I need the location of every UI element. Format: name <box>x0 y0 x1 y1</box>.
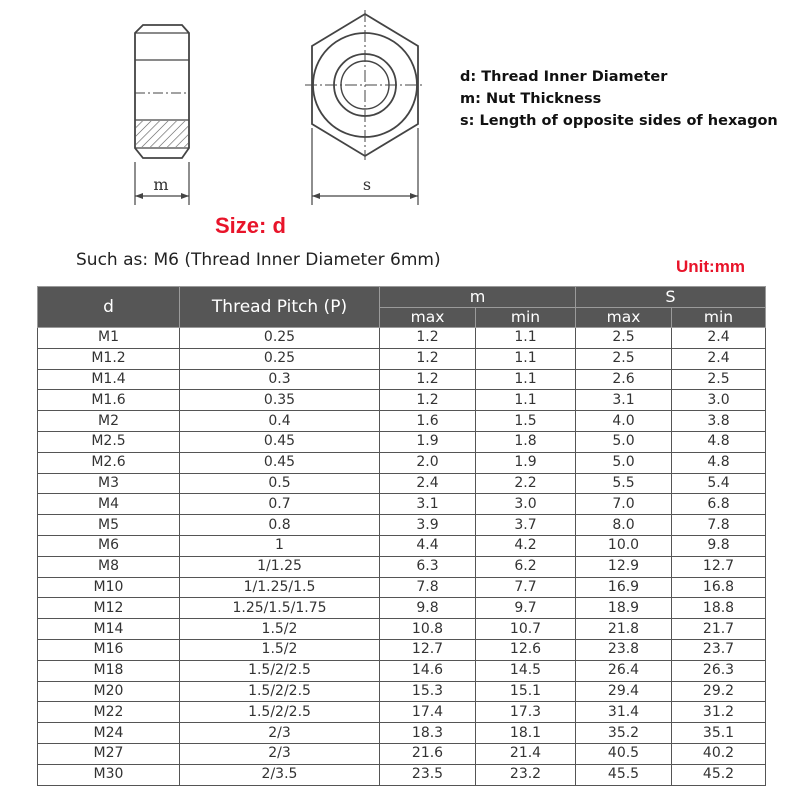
cell-m-max: 12.7 <box>380 639 476 660</box>
cell-m-min: 3.0 <box>476 494 576 515</box>
cell-s-max: 18.9 <box>576 598 672 619</box>
cell-m-max: 18.3 <box>380 723 476 744</box>
cell-m-max: 1.2 <box>380 328 476 349</box>
table-row <box>38 431 766 452</box>
cell-pitch: 2/3.5 <box>180 764 380 785</box>
cell-m-min: 1.1 <box>476 390 576 411</box>
cell-d: M1.2 <box>38 348 180 369</box>
cell-m-min: 4.2 <box>476 535 576 556</box>
cell-s-max: 5.5 <box>576 473 672 494</box>
side-view-label: m <box>153 175 169 194</box>
cell-s-min: 45.2 <box>672 764 766 785</box>
cell-d: M27 <box>38 743 180 764</box>
cell-m-min: 17.3 <box>476 702 576 723</box>
cell-m-max: 9.8 <box>380 598 476 619</box>
cell-pitch: 2/3 <box>180 723 380 744</box>
cell-s-max: 5.0 <box>576 431 672 452</box>
header-m: m <box>380 287 576 308</box>
cell-s-max: 40.5 <box>576 743 672 764</box>
table-row <box>38 390 766 411</box>
cell-s-max: 7.0 <box>576 494 672 515</box>
table-body <box>38 328 766 786</box>
cell-m-max: 10.8 <box>380 619 476 640</box>
cell-d: M2.6 <box>38 452 180 473</box>
cell-m-max: 15.3 <box>380 681 476 702</box>
cell-d: M2.5 <box>38 431 180 452</box>
cell-pitch: 0.4 <box>180 411 380 432</box>
cell-m-max: 23.5 <box>380 764 476 785</box>
cell-pitch: 0.5 <box>180 473 380 494</box>
cell-d: M1 <box>38 328 180 349</box>
cell-pitch: 1/1.25/1.5 <box>180 577 380 598</box>
cell-s-min: 40.2 <box>672 743 766 764</box>
table-row <box>38 639 766 660</box>
cell-s-max: 21.8 <box>576 619 672 640</box>
cell-m-min: 1.1 <box>476 348 576 369</box>
cell-pitch: 1.5/2/2.5 <box>180 702 380 723</box>
cell-s-max: 16.9 <box>576 577 672 598</box>
cell-s-max: 5.0 <box>576 452 672 473</box>
header-s-max: max <box>576 308 672 328</box>
cell-m-min: 23.2 <box>476 764 576 785</box>
table-row <box>38 494 766 515</box>
cell-d: M3 <box>38 473 180 494</box>
cell-pitch: 0.25 <box>180 348 380 369</box>
cell-m-min: 21.4 <box>476 743 576 764</box>
table-row <box>38 764 766 785</box>
cell-s-max: 45.5 <box>576 764 672 785</box>
cell-m-min: 9.7 <box>476 598 576 619</box>
cell-d: M14 <box>38 619 180 640</box>
cell-m-min: 14.5 <box>476 660 576 681</box>
cell-m-min: 3.7 <box>476 515 576 536</box>
cell-m-max: 1.6 <box>380 411 476 432</box>
cell-s-max: 12.9 <box>576 556 672 577</box>
header-m-max: max <box>380 308 476 328</box>
cell-pitch: 1.5/2/2.5 <box>180 681 380 702</box>
cell-m-min: 1.8 <box>476 431 576 452</box>
cell-d: M18 <box>38 660 180 681</box>
cell-s-max: 10.0 <box>576 535 672 556</box>
header-s: S <box>576 287 766 308</box>
table-row <box>38 556 766 577</box>
cell-d: M5 <box>38 515 180 536</box>
dimension-legend <box>460 66 778 132</box>
cell-d: M24 <box>38 723 180 744</box>
cell-d: M2 <box>38 411 180 432</box>
cell-pitch: 2/3 <box>180 743 380 764</box>
cell-pitch: 1.5/2 <box>180 619 380 640</box>
cell-s-max: 35.2 <box>576 723 672 744</box>
cell-m-max: 2.4 <box>380 473 476 494</box>
cell-s-min: 4.8 <box>672 431 766 452</box>
cell-d: M8 <box>38 556 180 577</box>
cell-s-min: 23.7 <box>672 639 766 660</box>
cell-s-max: 8.0 <box>576 515 672 536</box>
cell-s-min: 4.8 <box>672 452 766 473</box>
cell-d: M20 <box>38 681 180 702</box>
header-thread-pitch: Thread Pitch (P) <box>180 287 380 328</box>
unit-label: Unit:mm <box>676 257 745 276</box>
cell-m-max: 3.1 <box>380 494 476 515</box>
cell-s-max: 2.5 <box>576 328 672 349</box>
cell-s-min: 2.4 <box>672 328 766 349</box>
cell-s-min: 5.4 <box>672 473 766 494</box>
cell-s-max: 2.5 <box>576 348 672 369</box>
cell-m-max: 3.9 <box>380 515 476 536</box>
table-row <box>38 619 766 640</box>
table-row <box>38 702 766 723</box>
cell-s-max: 3.1 <box>576 390 672 411</box>
header-m-min: min <box>476 308 576 328</box>
cell-d: M10 <box>38 577 180 598</box>
cell-s-min: 35.1 <box>672 723 766 744</box>
cell-d: M22 <box>38 702 180 723</box>
cell-s-min: 3.0 <box>672 390 766 411</box>
cell-pitch: 0.45 <box>180 452 380 473</box>
cell-m-min: 15.1 <box>476 681 576 702</box>
cell-s-max: 4.0 <box>576 411 672 432</box>
cell-pitch: 0.7 <box>180 494 380 515</box>
header-s-min: min <box>672 308 766 328</box>
cell-s-min: 31.2 <box>672 702 766 723</box>
cell-s-min: 6.8 <box>672 494 766 515</box>
table-row <box>38 452 766 473</box>
table-row <box>38 743 766 764</box>
cell-s-min: 9.8 <box>672 535 766 556</box>
cell-d: M30 <box>38 764 180 785</box>
table-row <box>38 598 766 619</box>
table-row <box>38 515 766 536</box>
cell-d: M4 <box>38 494 180 515</box>
cell-s-min: 2.5 <box>672 369 766 390</box>
cell-pitch: 1.5/2/2.5 <box>180 660 380 681</box>
cell-pitch: 0.45 <box>180 431 380 452</box>
cell-pitch: 1.5/2 <box>180 639 380 660</box>
cell-s-min: 26.3 <box>672 660 766 681</box>
cell-m-min: 7.7 <box>476 577 576 598</box>
cell-m-max: 21.6 <box>380 743 476 764</box>
cell-m-min: 2.2 <box>476 473 576 494</box>
table-row <box>38 535 766 556</box>
cell-m-max: 4.4 <box>380 535 476 556</box>
cell-d: M16 <box>38 639 180 660</box>
cell-d: M12 <box>38 598 180 619</box>
cell-m-max: 1.2 <box>380 369 476 390</box>
cell-m-max: 1.9 <box>380 431 476 452</box>
cell-s-max: 31.4 <box>576 702 672 723</box>
cell-pitch: 1.25/1.5/1.75 <box>180 598 380 619</box>
table-row <box>38 328 766 349</box>
cell-pitch: 0.8 <box>180 515 380 536</box>
cell-m-max: 6.3 <box>380 556 476 577</box>
cell-s-max: 26.4 <box>576 660 672 681</box>
cell-m-max: 17.4 <box>380 702 476 723</box>
cell-s-min: 18.8 <box>672 598 766 619</box>
cell-m-max: 1.2 <box>380 348 476 369</box>
cell-m-min: 1.5 <box>476 411 576 432</box>
cell-m-min: 1.1 <box>476 369 576 390</box>
cell-m-max: 2.0 <box>380 452 476 473</box>
cell-s-min: 2.4 <box>672 348 766 369</box>
table-row <box>38 348 766 369</box>
cell-s-min: 3.8 <box>672 411 766 432</box>
cell-pitch: 0.3 <box>180 369 380 390</box>
table-row <box>38 473 766 494</box>
cell-s-min: 21.7 <box>672 619 766 640</box>
table-row <box>38 660 766 681</box>
cell-m-max: 7.8 <box>380 577 476 598</box>
cell-m-max: 14.6 <box>380 660 476 681</box>
cell-s-min: 16.8 <box>672 577 766 598</box>
cell-pitch: 0.25 <box>180 328 380 349</box>
cell-pitch: 0.35 <box>180 390 380 411</box>
legend-m: m: Nut Thickness <box>460 91 602 107</box>
cell-s-max: 23.8 <box>576 639 672 660</box>
nut-size-table <box>37 286 766 786</box>
size-title: Size: d <box>215 213 286 238</box>
legend-s: s: Length of opposite sides of hexagon <box>460 113 778 129</box>
cell-s-max: 29.4 <box>576 681 672 702</box>
cell-m-min: 10.7 <box>476 619 576 640</box>
table-row <box>38 723 766 744</box>
header-d: d <box>38 287 180 328</box>
table-row <box>38 369 766 390</box>
legend-d: d: Thread Inner Diameter <box>460 69 668 85</box>
cell-m-min: 6.2 <box>476 556 576 577</box>
cell-s-max: 2.6 <box>576 369 672 390</box>
cell-s-min: 12.7 <box>672 556 766 577</box>
cell-m-min: 18.1 <box>476 723 576 744</box>
cell-s-min: 29.2 <box>672 681 766 702</box>
cell-m-max: 1.2 <box>380 390 476 411</box>
cell-m-min: 1.1 <box>476 328 576 349</box>
cell-d: M6 <box>38 535 180 556</box>
cell-pitch: 1 <box>180 535 380 556</box>
cell-d: M1.4 <box>38 369 180 390</box>
cell-m-min: 12.6 <box>476 639 576 660</box>
cell-s-min: 7.8 <box>672 515 766 536</box>
cell-pitch: 1/1.25 <box>180 556 380 577</box>
table-row <box>38 577 766 598</box>
cell-m-min: 1.9 <box>476 452 576 473</box>
cell-d: M1.6 <box>38 390 180 411</box>
table-row <box>38 681 766 702</box>
example-text: Such as: M6 (Thread Inner Diameter 6mm) <box>76 250 441 270</box>
top-view-label: s <box>362 175 372 194</box>
table-row <box>38 411 766 432</box>
